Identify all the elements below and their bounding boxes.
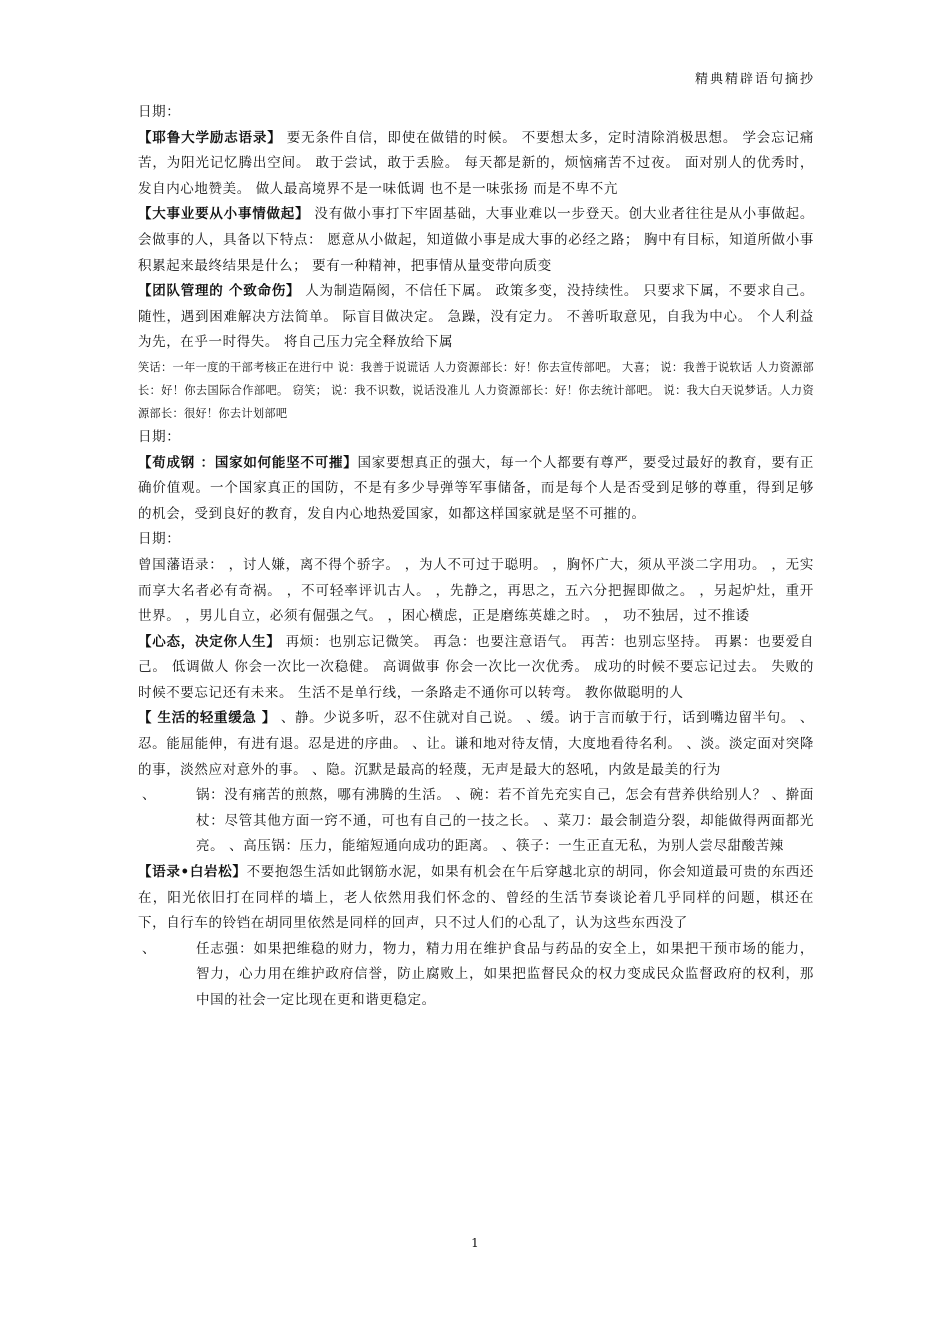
ren-zhiqiang-list-item: 、 任志强：如果把维稳的财力，物力，精力用在维护食品与药品的安全上，如果把干预市场的能力，智力，心力用在维护政府信誉，防止腐败上，如果把监督民众的权力变成民众监督政府的权利，那中国的社会一定比现在更和谐更稳定。 [138, 937, 814, 1014]
page-header: 精典精辟语句摘抄 [694, 72, 815, 87]
date-line: 日期： [138, 428, 181, 445]
date-line: 日期： [138, 531, 181, 548]
mindset-title: 【心态，决定你人生】 [138, 633, 281, 650]
zeng-guofan-paragraph: 曾国藩语录： ，讨人嫌，离不得个骄字。 ，为人不可过于聪明。 ，胸怀广大，须从平淡二字用功。 ，无实而享大名者必有奇祸。 ，不可轻率评讥古人。 ，先静之，再思之，五六分把握即做之。 ，另起炉灶，重开世界。 ，男儿自立，必须有倔强之气。 ，困心横虑，正是磨练英雄之时。 ， 功不独居，过不推诿 [138, 556, 814, 625]
nation-paragraph: 【荀成钢 ：国家如何能坚不可摧】国家要想真正的强大，每一个人都要有尊严，要受过最好的教育，要有正确价值观。一个国家真正的国防，不是有多少导弹等军事储备，而是每个人是否受到足够的尊重，得到足够的机会，受到良好的教育，发自内心地热爱国家，如都这样国家就是坚不可摧的。 [138, 454, 814, 522]
page-number: 1 [471, 1236, 479, 1250]
priorities-title: 【 生活的轻重缓急 】 [138, 710, 276, 727]
team-management-title: 【团队管理的 个致命伤】 [138, 283, 301, 300]
list-bullet: 、 [142, 940, 157, 957]
small-things-title: 【大事业要从小事情做起】 [138, 206, 310, 223]
yale-quotes-title: 【耶鲁大学励志语录】 [138, 129, 282, 146]
mindset-paragraph: 【心态，决定你人生】 再烦：也别忘记微笑。 再急：也要注意语气。 再苦：也别忘坚持。 再累：也要爱自己。 低调做人 你会一次比一次稳健。 高调做事 你会一次比一次优秀。 成功的时候不要忘记过去。 失败的时候不要忘记还有未来。 生活不是单行线，一条路走不通你可以转弯。 教你做聪明的人 [138, 633, 815, 701]
bai-yansong-title: 【语录•白岩松】 [138, 864, 247, 881]
document-body [138, 100, 814, 1014]
kitchen-list-item: 、 锅：没有痛苦的煎熬，哪有沸腾的生活。 、碗：若不首先充实自己，怎会有营养供给别人？ 、擀面杖：尽管其他方面一窍不通，可也有自己的一技之长。 、菜刀：最会制造分裂，却能做得两面都光亮。 、高压锅：压力，能缩短通向成功的距离。 、筷子：一生正直无私，为别人尝尽甜酸苦辣 [138, 783, 814, 860]
priorities-paragraph: 【 生活的轻重缓急 】 、静。少说多听，忍不住就对自己说。 、缓。讷于言而敏于行，话到嘴边留半句。 、忍。能屈能伸，有进有退。忍是进的序曲。 、让。谦和地对待友情，大度地看待名利。 、淡。淡定面对突降的事，淡然应对意外的事。 、隐。沉默是最高的轻蔑，无声是最大的怒吼，内敛是最美的行为 [138, 710, 814, 778]
small-things-paragraph: 【大事业要从小事情做起】 没有做小事打下牢固基础，大事业难以一步登天。创大业者往往是从小事做起。 会做事的人，具备以下特点： 愿意从小做起，知道做小事是成大事的必经之路； 胸中有目标，知道所做小事积累起来最终结果是什么； 要有一种精神，把事情从量变带向质变 [138, 206, 815, 274]
list-bullet: 、 [142, 787, 157, 804]
bai-yansong-paragraph: 【语录•白岩松】不要抱怨生活如此钢筋水泥，如果有机会在午后穿越北京的胡同，你会知道最可贵的东西还在，阳光依旧打在同样的墙上，老人依然用我们怀念的、曾经的生活节奏谈论着几乎同样的问题，棋还在下，自行车的铃铛在胡同里依然是同样的回声，只不过人们的心乱了，认为这些东西没了 [138, 864, 814, 932]
yale-quotes-paragraph: 【耶鲁大学励志语录】 要无条件自信，即使在做错的时候。 不要想太多，定时清除消极思想。 学会忘记痛苦，为阳光记忆腾出空间。 敢于尝试，敢于丢脸。 每天都是新的，烦恼痛苦不过夜。 面对别人的优秀时，发自内心地赞美。 做人最高境界不是一味低调 也不是一味张扬 而是不卑不亢 [138, 129, 814, 197]
nation-title: 【荀成钢 ：国家如何能坚不可摧】 [138, 454, 358, 471]
date-line: 日期： [138, 104, 181, 120]
team-management-paragraph: 【团队管理的 个致命伤】 人为制造隔阂，不信任下属。 政策多变，没持续性。 只要求下属，不要求自己。 随性，遇到困难解决方法简单。 际盲目做决定。 急躁，没有定力。 不善听取意见，自我为中心。 个人利益为先，在乎一时得失。 将自己压力完全释放给下属 [138, 283, 814, 351]
joke-paragraph: 笑话：一年一度的干部考核正在进行中 说：我善于说谎话 人力资源部长：好！你去宣传部吧。 大喜； 说：我善于说软话 人力资源部长：好！你去国际合作部吧。 窃笑； 说：我不识数，说话没准儿 人力资源部长：好！你去统计部吧。 说：我大白天说梦话。人力资源部长：很好！你去计划部吧 [138, 360, 814, 420]
